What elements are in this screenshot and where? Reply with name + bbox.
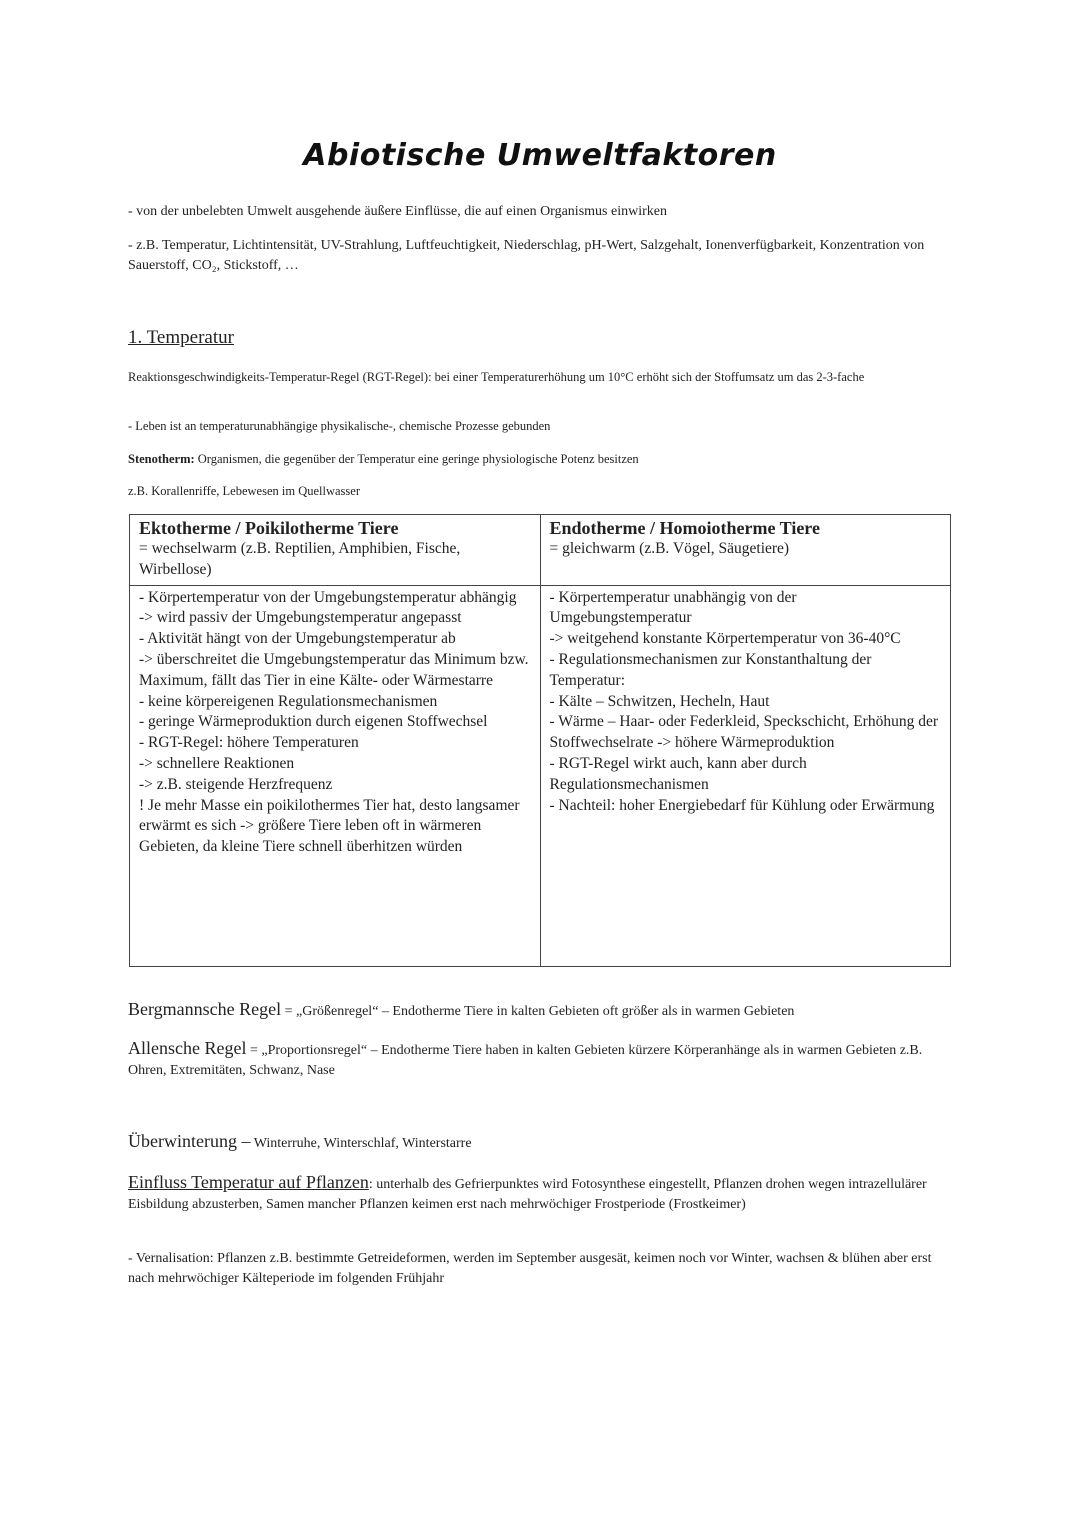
table-body-row	[130, 585, 951, 966]
list-item: - Aktivität hängt von der Umgebungstemperatur ab	[139, 630, 456, 648]
list-item: - keine körpereigenen Regulationsmechanismen	[139, 692, 438, 710]
allen-label: Allensche Regel	[128, 1038, 247, 1058]
list-item: - RGT-Regel wirkt auch, kann aber durch Regulationsmechanismen	[549, 754, 807, 793]
list-item: -> überschreitet die Umgebungstemperatur das Minimum bzw. Maximum, fällt das Tier in eine Kälte- oder Wärmestarre	[139, 650, 529, 689]
header-cell-ektotherm	[130, 515, 541, 586]
endotherm-subtitle: = gleichwarm (z.B. Vögel, Säugetiere)	[549, 540, 790, 557]
stenotherm-paragraph	[128, 450, 958, 468]
table-header-row	[130, 515, 951, 586]
list-item: -> z.B. steigende Herzfrequenz	[139, 775, 333, 793]
leben-text: - Leben ist an temperaturunabhängige physikalische-, chemische Prozesse gebunden	[128, 419, 551, 433]
plants-text: : unterhalb des Gefrierpunktes wird Fotosynthese eingestellt, Pflanzen drohen wegen intrazellulärer Eisbildung abzusterben, Samen mancher Pflanzen keimen erst nach mehrwöchiger Frostperiode (Frostkeimer)	[128, 1177, 927, 1212]
bergmann-text: = „Größenregel“ – Endotherme Tiere in kalten Gebieten oft größer als in warmen Gebieten	[281, 1004, 795, 1019]
bergmann-label: Bergmannsche Regel	[128, 999, 282, 1019]
comparison-table	[129, 514, 951, 967]
allen-text: = „Proportionsregel“ – Endotherme Tiere haben in kalten Gebieten kürzere Körperanhänge als in warmen Gebieten z.B. Ohren, Extremitäten, Schwanz, Nase	[128, 1043, 923, 1078]
intro-definition: - von der unbelebten Umwelt ausgehende äußere Einflüsse, die auf einen Organismus einwirken	[128, 204, 667, 219]
winter-text: Winterruhe, Winterschlaf, Winterstarre	[250, 1136, 472, 1151]
winter-line	[128, 1131, 958, 1154]
stenotherm-example: z.B. Korallenriffe, Lebewesen im Quellwasser	[128, 484, 360, 498]
plants-label: Einfluss Temperatur auf Pflanzen	[128, 1172, 369, 1192]
header-cell-endotherm	[540, 515, 951, 586]
stenotherm-label: Stenotherm:	[128, 452, 195, 466]
page-title: Abiotische Umweltfaktoren	[303, 138, 777, 173]
body-cell-ektotherm	[130, 585, 541, 966]
list-item: - geringe Wärmeproduktion durch eigenen Stoffwechsel	[139, 713, 488, 731]
plants-paragraph	[128, 1172, 958, 1215]
winter-label: Überwinterung –	[128, 1131, 251, 1151]
list-item: - Wärme – Haar- oder Federkleid, Speckschicht, Erhöhung der Stoffwechselrate -> höhere Wärmeproduktion	[549, 713, 938, 752]
bergmann-rule	[128, 999, 958, 1022]
list-item: - Körpertemperatur unabhängig von der Umgebungstemperatur	[549, 588, 797, 627]
list-item: - Nachteil: hoher Energiebedarf für Kühlung oder Erwärmung	[549, 796, 935, 814]
endotherm-title: Endotherme / Homoiotherme Tiere	[549, 518, 820, 538]
list-item: ! Je mehr Masse ein poikilothermes Tier hat, desto langsamer erwärmt es sich -> größere Tiere leben oft in wärmeren Gebieten, da kleine Tiere schnell überhitzen würden	[139, 796, 520, 856]
list-item: -> wird passiv der Umgebungstemperatur angepasst	[139, 609, 462, 627]
vernalisation-text: - Vernalisation: Pflanzen z.B. bestimmte Getreideformen, werden im September ausgesät, keimen noch vor Winter, wachsen & blühen aber erst nach mehrwöchiger Kälteperiode im folgenden Frühjahr	[128, 1251, 932, 1286]
stenotherm-text: Organismen, die gegenüber der Temperatur eine geringe physiologische Potenz besitzen	[194, 452, 639, 466]
list-item: -> weitgehend konstante Körpertemperatur von 36-40°C	[549, 630, 901, 648]
section-heading-temperatur: 1. Temperatur	[128, 327, 234, 348]
rgt-rule-text: Reaktionsgeschwindigkeits-Temperatur-Regel (RGT-Regel): bei einer Temperaturerhöhung um 10°C erhöht sich der Stoffumsatz um das 2-3-fache	[128, 370, 865, 384]
allen-rule	[128, 1038, 958, 1081]
list-item: - Regulationsmechanismen zur Konstanthaltung der Temperatur:	[549, 650, 872, 689]
ektotherm-subtitle: = wechselwarm (z.B. Reptilien, Amphibien, Fische, Wirbellose)	[139, 540, 461, 578]
ektotherm-title: Ektotherme / Poikilotherme Tiere	[139, 518, 399, 538]
list-item: - Körpertemperatur von der Umgebungstemperatur abhängig	[139, 588, 517, 606]
list-item: -> schnellere Reaktionen	[139, 754, 295, 772]
list-item: - Kälte – Schwitzen, Hecheln, Haut	[549, 692, 770, 710]
intro-examples: - z.B. Temperatur, Lichtintensität, UV-Strahlung, Luftfeuchtigkeit, Niederschlag, pH-Wert, Salzgehalt, Ionenverfügbarkeit, Konzentration von Sauerstoff, CO₂, Stickstoff, …	[128, 238, 925, 273]
body-cell-endotherm	[540, 585, 951, 966]
list-item: - RGT-Regel: höhere Temperaturen	[139, 734, 359, 752]
